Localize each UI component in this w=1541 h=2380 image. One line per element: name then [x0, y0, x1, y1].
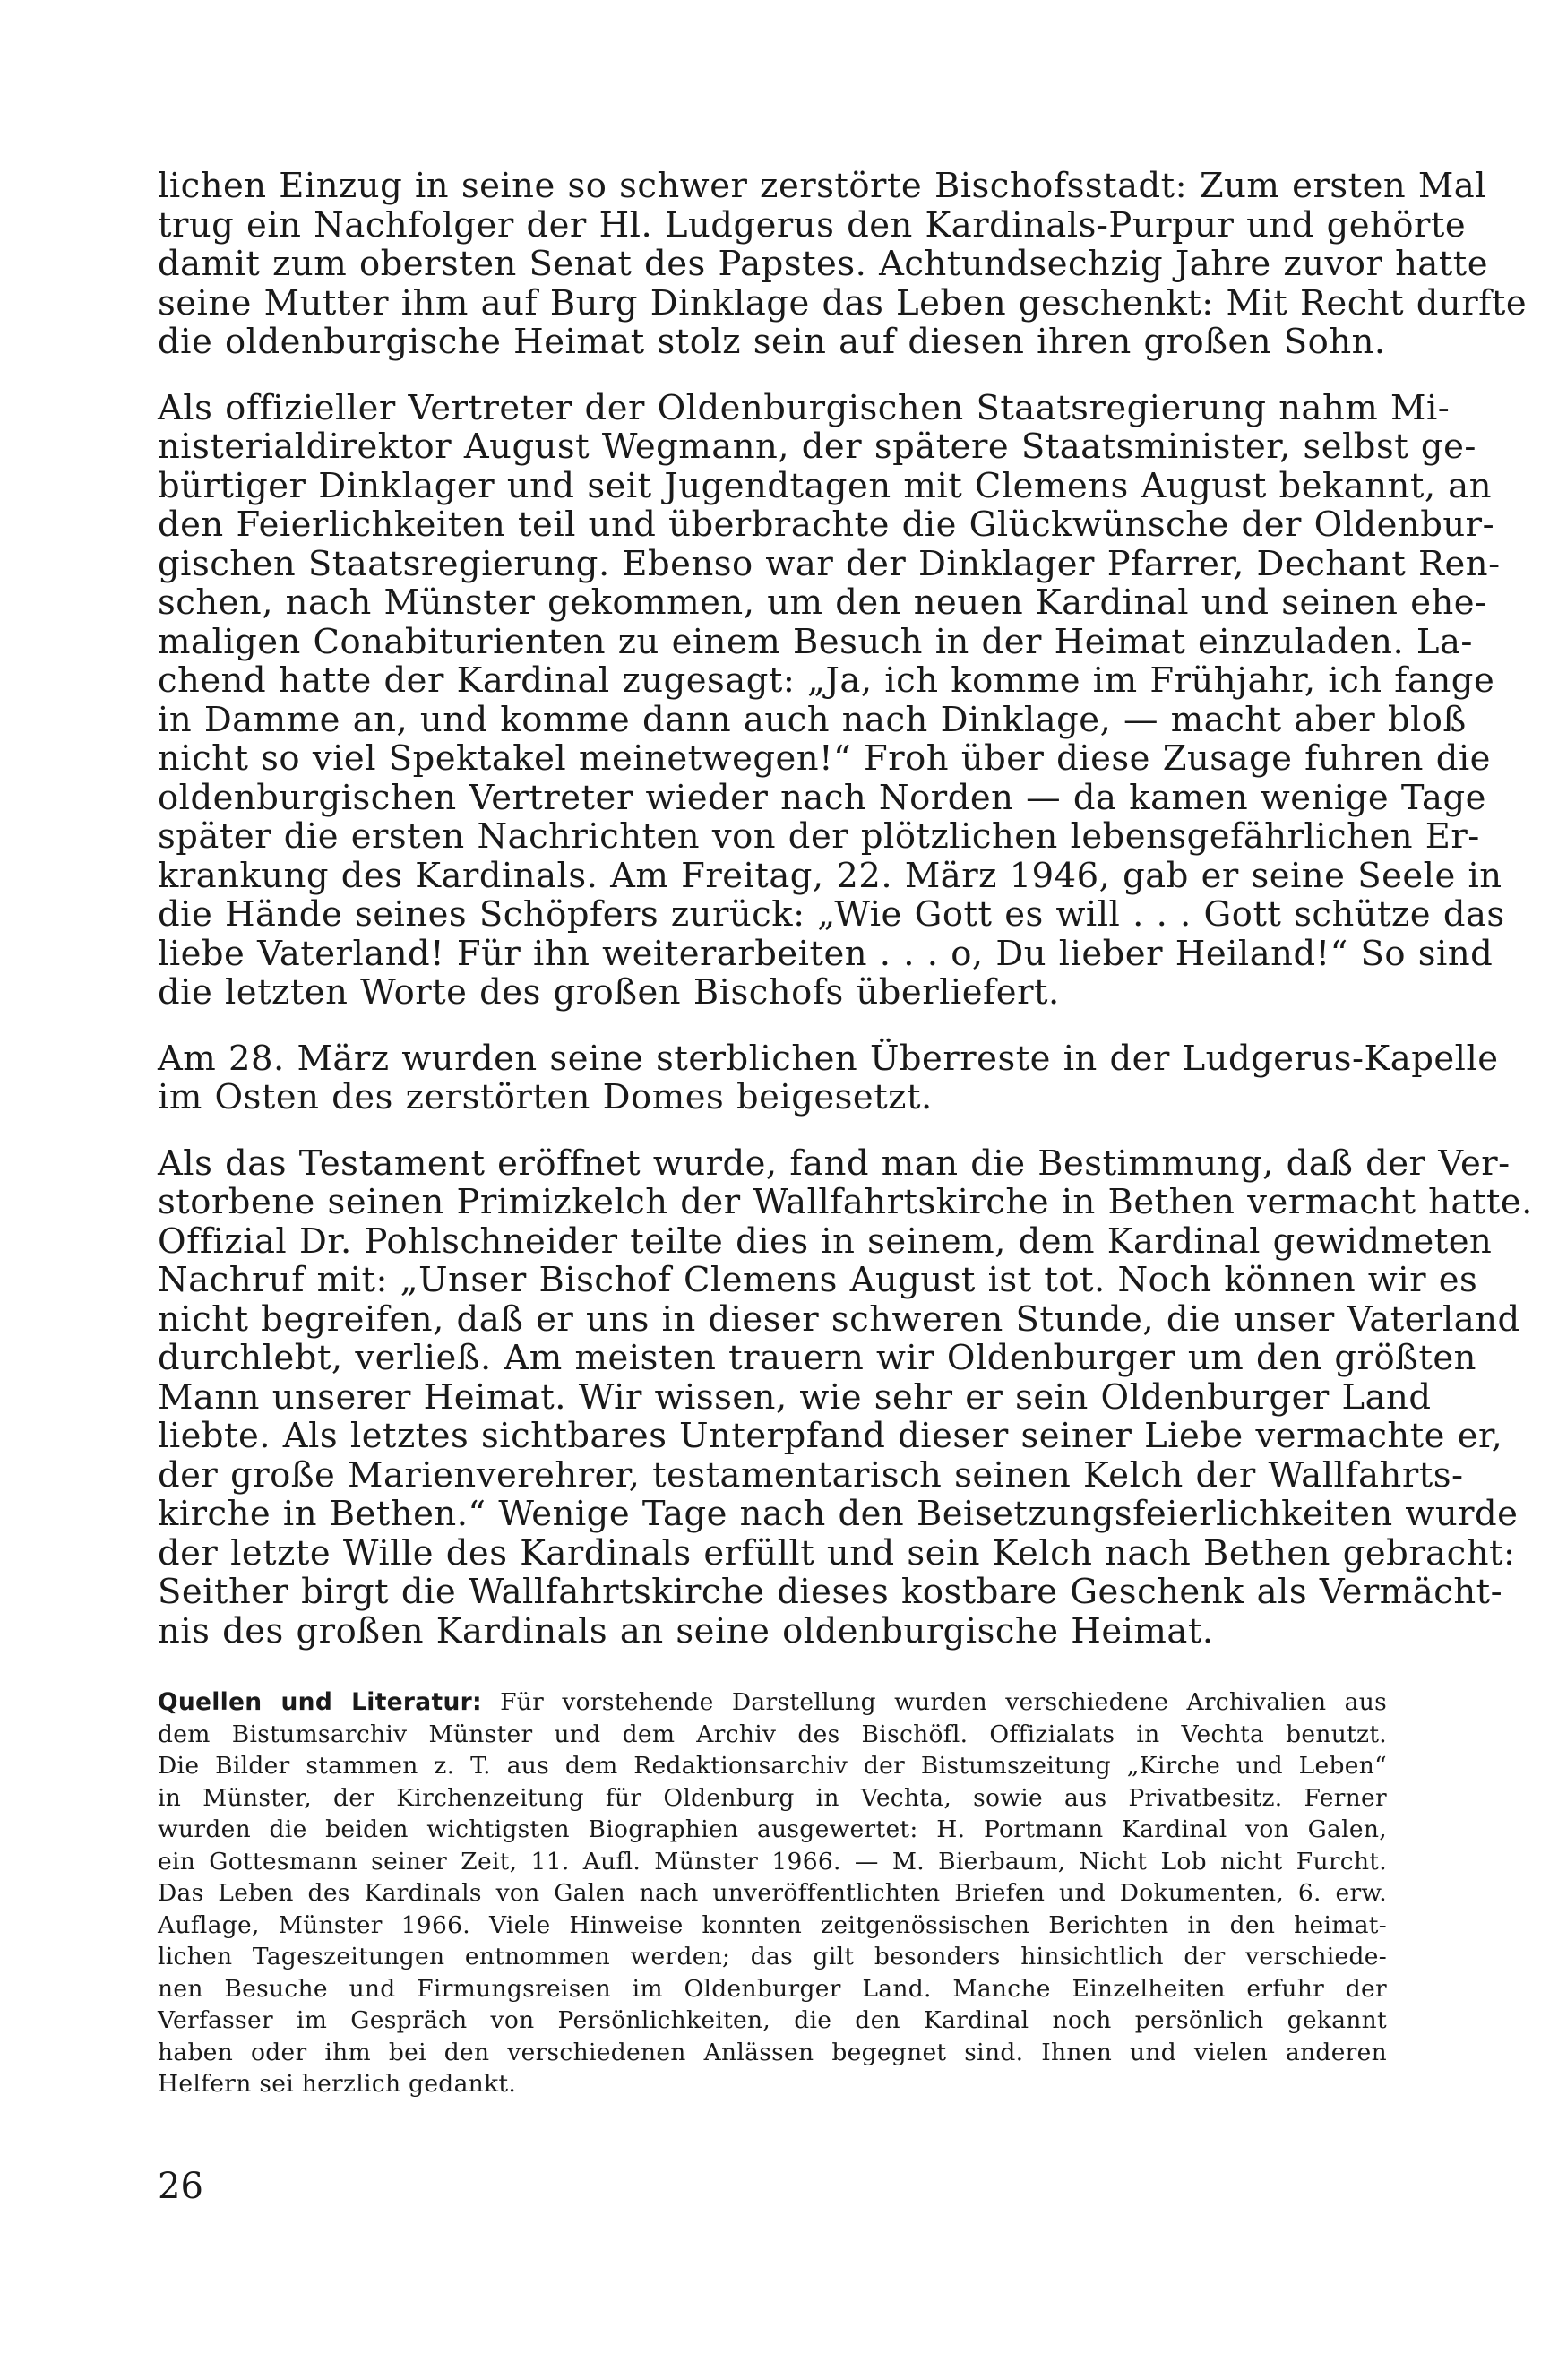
text-line: Offizial Dr. Pohlschneider teilte dies in seinem, dem Kardinal gewidmeten [158, 1220, 1493, 1262]
text-line: die Hände seines Schöpfers zurück: „Wie Gott es will . . . Gott schütze das [158, 894, 1505, 935]
footnote-line: nen Besuche und Firmungsreisen im Oldenburger Land. Manche Einzelheiten erfuhr der [158, 1974, 1387, 2003]
paragraph [158, 166, 1528, 362]
footnote-line: wurden die beiden wichtigsten Biographien ausgewertet: H. Portmann Kardinal von Galen, [158, 1815, 1387, 1843]
text-line: liebe Vaterland! Für ihn weiterarbeiten . . . o, Du lieber Heiland!“ So sind [158, 933, 1494, 974]
text-line: nisterialdirektor August Wegmann, der spätere Staatsminister, selbst ge- [158, 427, 1476, 467]
footnote-line: Helfern sei herzlich gedankt. [158, 2070, 517, 2098]
footnote-line: Verfasser im Gespräch von Persönlichkeiten, die den Kardinal noch persönlich gekannt [158, 2006, 1387, 2034]
text-line: nis des großen Kardinals an seine oldenburgische Heimat. [158, 1610, 1214, 1651]
text-line: gischen Staatsregierung. Ebenso war der Dinklager Pfarrer, Dechant Ren- [158, 543, 1501, 584]
text-line: der letzte Wille des Kardinals erfüllt und sein Kelch nach Bethen gebracht: [158, 1532, 1516, 1574]
text-line: krankung des Kardinals. Am Freitag, 22. März 1946, gab er seine Seele in [158, 855, 1502, 896]
body-text [158, 166, 1533, 1651]
footnote-line: Das Leben des Kardinals von Galen nach unveröffentlichten Briefen und Dokumenten, 6. erw. [158, 1879, 1387, 1907]
footnote-line: haben oder ihm bei den verschiedenen Anlässen begegnet sind. Ihnen und vielen anderen [158, 2038, 1387, 2066]
text-line: chend hatte der Kardinal zugesagt: „Ja, ich komme im Frühjahr, ich fange [158, 660, 1495, 701]
text-line: den Feierlichkeiten teil und überbrachte die Glückwünsche der Oldenbur- [158, 504, 1495, 545]
paragraph [158, 1143, 1533, 1651]
footnote-line [158, 1686, 1387, 1719]
text-line: später die ersten Nachrichten von der plötzlichen lebensgefährlichen Er- [158, 816, 1480, 857]
sources-footnote [158, 1686, 1387, 2100]
footnote-line: ein Gottesmann seiner Zeit, 11. Aufl. Münster 1966. — M. Bierbaum, Nicht Lob nicht Furcht. [158, 1847, 1387, 1876]
text-line: seine Mutter ihm auf Burg Dinklage das Leben geschenkt: Mit Recht durfte [158, 282, 1528, 323]
text-line: kirche in Bethen.“ Wenige Tage nach den Beisetzungsfeierlichkeiten wurde [158, 1494, 1519, 1534]
footnote-line: in Münster, der Kirchenzeitung für Oldenburg in Vechta, sowie aus Privatbesitz. Ferner [158, 1783, 1387, 1812]
text-line: die oldenburgische Heimat stolz sein auf diesen ihren großen Sohn. [158, 322, 1386, 362]
footnote-lead: Quellen und Literatur: [158, 1688, 482, 1716]
text-line: nicht begreifen, daß er uns in dieser schweren Stunde, die unser Vaterland [158, 1298, 1520, 1340]
text-line: oldenburgischen Vertreter wieder nach Norden — da kamen wenige Tage [158, 777, 1486, 818]
text-line: Mann unserer Heimat. Wir wissen, wie sehr er sein Oldenburger Land [158, 1376, 1432, 1418]
text-line: durchlebt, verließ. Am meisten trauern wir Oldenburger um den größten [158, 1338, 1476, 1378]
text-line: im Osten des zerstörten Domes beigesetzt. [158, 1077, 933, 1117]
text-line: in Damme an, und komme dann auch nach Dinklage, — macht aber bloß [158, 699, 1467, 740]
text-line: bürtiger Dinklager und seit Jugendtagen mit Clemens August bekannt, an [158, 465, 1493, 506]
footnote-line: dem Bistumsarchiv Münster und dem Archiv des Bischöfl. Offizialats in Vechta benutzt. [158, 1720, 1387, 1748]
text-line: Am 28. März wurden seine sterblichen Überreste in der Ludgerus-Kapelle [158, 1038, 1499, 1079]
text-line: die letzten Worte des großen Bischofs überliefert. [158, 972, 1060, 1013]
text-line: maligen Conabiturienten zu einem Besuch in der Heimat einzuladen. La- [158, 621, 1473, 662]
text-line: storbene seinen Primizkelch der Wallfahrtskirche in Bethen vermacht hatte. [158, 1182, 1533, 1222]
paragraph [158, 1038, 1499, 1117]
text-line: Nachruf mit: „Unser Bischof Clemens August ist tot. Noch können wir es [158, 1260, 1478, 1300]
page-body [158, 166, 1533, 2100]
paragraph [158, 387, 1505, 1013]
text-line: der große Marienverehrer, testamentarisch seinen Kelch der Wallfahrts- [158, 1454, 1464, 1496]
footnote-line: Auflage, Münster 1966. Viele Hinweise konnten zeitgenössischen Berichten in den heimat- [158, 1910, 1387, 1939]
text-line: Als offizieller Vertreter der Oldenburgischen Staatsregierung nahm Mi- [158, 387, 1451, 428]
text-line: liebte. Als letztes sichtbares Unterpfand dieser seiner Liebe vermachte er, [158, 1416, 1503, 1456]
footnote-line: Die Bilder stammen z. T. aus dem Redaktionsarchiv der Bistumszeitung „Kirche und Leben“ [158, 1752, 1387, 1780]
footnote-first-line-text: Für vorstehende Darstellung wurden verschiedene Archivalien aus [481, 1688, 1387, 1716]
text-line: Als das Testament eröffnet wurde, fand man die Bestimmung, daß der Ver- [158, 1143, 1511, 1184]
text-line: Seither birgt die Wallfahrtskirche dieses kostbare Geschenk als Vermächt- [158, 1572, 1503, 1612]
text-line: nicht so viel Spektakel meinetwegen!“ Froh über diese Zusage fuhren die [158, 738, 1491, 779]
text-line: schen, nach Münster gekommen, um den neuen Kardinal und seinen ehe- [158, 582, 1487, 623]
text-line: trug ein Nachfolger der Hl. Ludgerus den Kardinals-Purpur und gehörte [158, 204, 1467, 246]
page-number: 26 [158, 2166, 203, 2207]
text-line: damit zum obersten Senat des Papstes. Achtundsechzig Jahre zuvor hatte [158, 244, 1489, 284]
footnote-line: lichen Tageszeitungen entnommen werden; das gilt besonders hinsichtlich der verschiede- [158, 1943, 1387, 1970]
text-line: lichen Einzug in seine so schwer zerstörte Bischofsstadt: Zum ersten Mal [158, 166, 1487, 206]
